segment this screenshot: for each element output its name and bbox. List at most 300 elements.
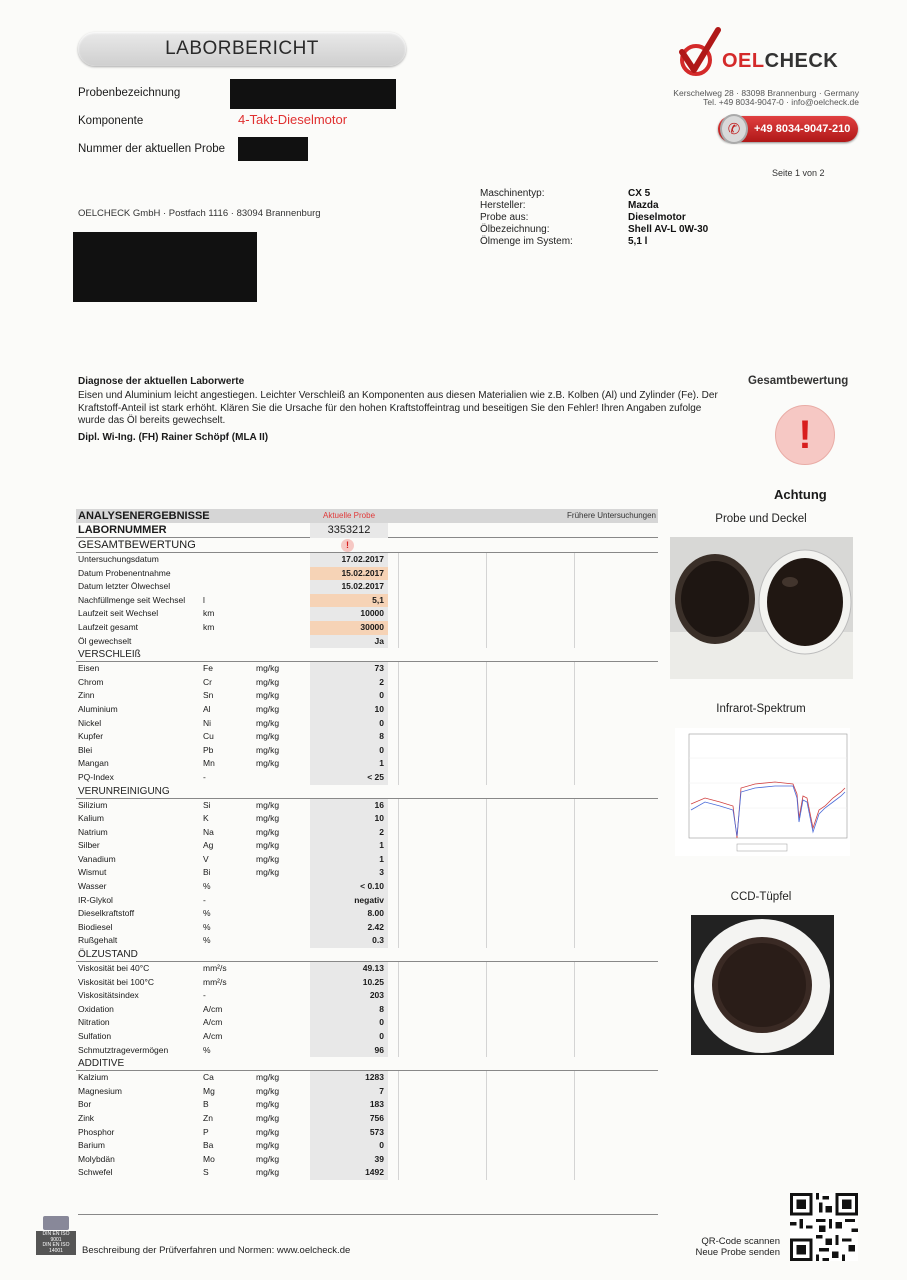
param-unit: mg/kg — [256, 813, 280, 824]
previous-sample-cell — [398, 703, 399, 717]
previous-sample-cell — [574, 1003, 575, 1017]
previous-sample-cell — [574, 1071, 575, 1085]
param-name: Blei — [78, 744, 93, 755]
table-row — [76, 662, 658, 676]
previous-sample-cell — [486, 1112, 487, 1126]
param-symbol: Bi — [203, 867, 211, 878]
param-name: Viskositätsindex — [78, 990, 139, 1001]
param-symbol: % — [203, 881, 211, 892]
param-unit: mg/kg — [256, 744, 280, 755]
table-row — [76, 1016, 658, 1030]
nummer-label: Nummer der aktuellen Probe — [78, 143, 226, 155]
previous-sample-cell — [398, 567, 399, 581]
overall-rating-title: Gesamtbewertung — [748, 375, 849, 387]
param-value: Ja — [310, 635, 388, 649]
table-row — [76, 989, 658, 1003]
info-rows — [76, 553, 658, 648]
table-row — [76, 962, 658, 976]
param-name: Öl gewechselt — [78, 635, 132, 646]
param-name: Silizium — [78, 799, 108, 810]
previous-sample-cell — [486, 607, 487, 621]
table-row — [76, 799, 658, 813]
previous-sample-cell — [486, 1030, 487, 1044]
param-name: Kupfer — [78, 731, 104, 742]
previous-sample-cell — [398, 1153, 399, 1167]
param-unit: mg/kg — [256, 703, 280, 714]
phone-badge[interactable]: +49 8034-9047-210 — [718, 116, 858, 142]
previous-sample-cell — [486, 689, 487, 703]
qr-caption-line2: Neue Probe senden — [695, 1247, 780, 1258]
previous-sample-cell — [574, 635, 575, 649]
previous-sample-cell — [398, 771, 399, 785]
previous-sample-cell — [574, 1098, 575, 1112]
section-header: VERUNREINIGUNG — [76, 785, 658, 799]
table-row — [76, 676, 658, 690]
param-value: 2 — [310, 676, 388, 690]
redacted-probenbezeichnung — [230, 79, 396, 109]
table-row — [76, 1098, 658, 1112]
cert-line: 14001 — [49, 1247, 63, 1254]
param-name: Bor — [78, 1099, 92, 1110]
param-symbol: Sn — [203, 690, 214, 701]
table-row — [76, 1139, 658, 1153]
warning-icon: ! — [775, 405, 835, 465]
table-row — [76, 594, 658, 608]
previous-sample-cell — [486, 757, 487, 771]
param-unit: mg/kg — [256, 1167, 280, 1178]
param-value: 15.02.2017 — [310, 567, 388, 581]
probenbezeichnung-label: Probenbezeichnung — [78, 87, 181, 99]
param-value: < 25 — [310, 771, 388, 785]
table-row — [76, 553, 658, 567]
param-unit: mg/kg — [256, 867, 280, 878]
diagnosis-text: Eisen und Aluminium leicht angestiegen. Leichter Verschleiß an Komponenten aus diesen Materialien wie z.B. Kolben (Al) und Zylinder (Fe). Der Kraftstoff-Anteil ist stark erhöht. Klären Sie die Ursache für den hohen Kraftstoffeintrag und beseitigen Sie den Fehler! Ihren Angaben zufolge wurde das Öl bereits gewechselt. — [78, 390, 718, 426]
param-unit: mg/kg — [256, 676, 280, 687]
gesamtbewertung-label: GESAMTBEWERTUNG — [78, 539, 196, 551]
param-value: 1 — [310, 853, 388, 867]
param-symbol: % — [203, 908, 211, 919]
param-name: Magnesium — [78, 1085, 122, 1096]
previous-sample-cell — [574, 730, 575, 744]
param-symbol: A/cm — [203, 1017, 223, 1028]
previous-sample-cell — [574, 676, 575, 690]
previous-sample-cell — [574, 799, 575, 813]
param-unit: mg/kg — [256, 758, 280, 769]
param-name: Laufzeit gesamt — [78, 621, 139, 632]
previous-sample-cell — [574, 962, 575, 976]
param-name: Vanadium — [78, 853, 116, 864]
previous-sample-cell — [574, 921, 575, 935]
param-symbol: % — [203, 1044, 211, 1055]
table-row — [76, 853, 658, 867]
previous-sample-cell — [398, 1003, 399, 1017]
section-header: ADDITIVE — [76, 1057, 658, 1071]
previous-sample-cell — [574, 689, 575, 703]
previous-sample-cell — [486, 1166, 487, 1180]
qr-code-icon[interactable] — [790, 1193, 858, 1261]
machine-label: Ölbezeichnung: — [480, 224, 550, 235]
qr-caption-line1: QR-Code scannen — [701, 1236, 780, 1247]
previous-sample-cell — [486, 1044, 487, 1058]
previous-sample-cell — [574, 839, 575, 853]
param-symbol: Al — [203, 703, 211, 714]
param-name: Nickel — [78, 717, 102, 728]
previous-sample-cell — [574, 1153, 575, 1167]
ir-title: Infrarot-Spektrum — [716, 703, 806, 715]
previous-sample-cell — [574, 567, 575, 581]
previous-sample-cell — [486, 676, 487, 690]
param-symbol: Si — [203, 799, 211, 810]
sender-address: OELCHECK GmbH · Postfach 1116 · 83094 Brannenburg — [78, 208, 321, 219]
previous-sample-cell — [574, 1030, 575, 1044]
param-value: 16 — [310, 799, 388, 813]
previous-sample-cell — [486, 567, 487, 581]
previous-sample-cell — [398, 635, 399, 649]
table-row — [76, 1153, 658, 1167]
previous-sample-cell — [398, 934, 399, 948]
previous-sample-cell — [574, 989, 575, 1003]
ccd-spot-image — [691, 915, 834, 1055]
param-value: 1283 — [310, 1071, 388, 1085]
previous-sample-cell — [398, 730, 399, 744]
machine-value: Dieselmotor — [628, 212, 686, 223]
previous-sample-cell — [574, 553, 575, 567]
param-name: Chrom — [78, 676, 104, 687]
previous-sample-cell — [486, 1153, 487, 1167]
previous-sample-cell — [398, 799, 399, 813]
previous-sample-cell — [398, 1098, 399, 1112]
param-value: 8.00 — [310, 907, 388, 921]
param-value: 96 — [310, 1044, 388, 1058]
param-symbol: B — [203, 1099, 209, 1110]
param-name: Oxidation — [78, 1003, 114, 1014]
param-name: Kalzium — [78, 1072, 109, 1083]
previous-sample-cell — [486, 934, 487, 948]
redacted-recipient — [73, 232, 257, 302]
param-name: Aluminium — [78, 703, 118, 714]
param-name: Zink — [78, 1112, 95, 1123]
previous-sample-cell — [574, 771, 575, 785]
previous-sample-cell — [398, 921, 399, 935]
previous-sample-cell — [574, 1085, 575, 1099]
previous-sample-cell — [398, 717, 399, 731]
param-symbol: % — [203, 921, 211, 932]
table-row — [76, 1003, 658, 1017]
previous-sample-cell — [398, 1085, 399, 1099]
previous-sample-cell — [486, 635, 487, 649]
param-symbol: Na — [203, 826, 214, 837]
table-row — [76, 1030, 658, 1044]
previous-sample-cell — [398, 976, 399, 990]
param-unit: mg/kg — [256, 1099, 280, 1110]
table-header — [76, 509, 658, 523]
param-value: 0 — [310, 689, 388, 703]
previous-sample-cell — [574, 1139, 575, 1153]
param-value: 15.02.2017 — [310, 580, 388, 594]
previous-sample-cell — [398, 839, 399, 853]
param-value: 10000 — [310, 607, 388, 621]
table-row — [76, 744, 658, 758]
param-unit: mg/kg — [256, 1126, 280, 1137]
previous-sample-cell — [486, 1003, 487, 1017]
previous-sample-cell — [574, 1112, 575, 1126]
param-value: 0 — [310, 717, 388, 731]
previous-sample-cell — [574, 1126, 575, 1140]
param-name: Wismut — [78, 867, 107, 878]
param-value: 7 — [310, 1085, 388, 1099]
previous-sample-cell — [574, 744, 575, 758]
table-row — [76, 703, 658, 717]
ir-spectrum-chart — [675, 728, 850, 856]
previous-sample-cell — [486, 1139, 487, 1153]
previous-sample-cell — [486, 621, 487, 635]
previous-sample-cell — [574, 976, 575, 990]
current-sample-label: Aktuelle Probe — [322, 511, 376, 520]
param-name: IR-Glykol — [78, 894, 113, 905]
previous-sample-cell — [486, 880, 487, 894]
previous-sample-cell — [398, 744, 399, 758]
previous-sample-cell — [486, 989, 487, 1003]
param-value: 183 — [310, 1098, 388, 1112]
param-name: Phosphor — [78, 1126, 115, 1137]
table-row — [76, 689, 658, 703]
previous-sample-cell — [486, 771, 487, 785]
param-value: 0 — [310, 1016, 388, 1030]
previous-sample-cell — [398, 580, 399, 594]
param-unit: mg/kg — [256, 840, 280, 851]
previous-sample-cell — [398, 1071, 399, 1085]
previous-sample-cell — [574, 717, 575, 731]
param-name: Untersuchungsdatum — [78, 554, 159, 564]
param-name: Dieselkraftstoff — [78, 908, 135, 919]
table-row — [76, 907, 658, 921]
previous-sample-cell — [574, 621, 575, 635]
previous-sample-cell — [486, 962, 487, 976]
machine-label: Maschinentyp: — [480, 188, 545, 199]
param-symbol: km — [203, 608, 215, 619]
table-row — [76, 976, 658, 990]
param-value: 0 — [310, 1030, 388, 1044]
machine-label: Probe aus: — [480, 212, 529, 223]
previous-sample-cell — [574, 580, 575, 594]
param-unit: mg/kg — [256, 717, 280, 728]
previous-sample-cell — [574, 826, 575, 840]
page-info: Seite 1 von 2 — [772, 168, 825, 178]
table-row — [76, 1071, 658, 1085]
param-value: 203 — [310, 989, 388, 1003]
param-unit: mg/kg — [256, 731, 280, 742]
previous-sample-cell — [486, 730, 487, 744]
param-name: Schmutztragevermögen — [78, 1044, 169, 1055]
param-name: Laufzeit seit Wechsel — [78, 608, 159, 619]
previous-sample-cell — [398, 962, 399, 976]
previous-sample-cell — [574, 662, 575, 676]
previous-sample-cell — [398, 1016, 399, 1030]
footer-description[interactable]: Beschreibung der Prüfverfahren und Normen: www.oelcheck.de — [82, 1245, 351, 1256]
previous-sample-cell — [486, 594, 487, 608]
param-value: 2.42 — [310, 921, 388, 935]
param-value: 73 — [310, 662, 388, 676]
previous-sample-cell — [398, 1030, 399, 1044]
param-name: Natrium — [78, 826, 108, 837]
previous-sample-cell — [398, 757, 399, 771]
param-unit: mg/kg — [256, 853, 280, 864]
table-title: ANALYSENERGEBNISSE — [78, 510, 210, 522]
previous-sample-cell — [486, 1085, 487, 1099]
table-row — [76, 1044, 658, 1058]
param-symbol: Mn — [203, 758, 215, 769]
param-unit: mg/kg — [256, 1085, 280, 1096]
table-row — [76, 567, 658, 581]
table-row — [76, 866, 658, 880]
company-contact: Tel. +49 8034-9047-0 · info@oelcheck.de — [703, 97, 859, 107]
param-name: Silber — [78, 840, 100, 851]
previous-sample-cell — [486, 717, 487, 731]
overall-status: Achtung — [774, 487, 827, 502]
previous-sample-cell — [398, 812, 399, 826]
param-symbol: % — [203, 935, 211, 946]
table-row — [76, 839, 658, 853]
param-value: 0.3 — [310, 934, 388, 948]
company-address: Kerschelweg 28 · 83098 Brannenburg · Germany — [673, 88, 859, 98]
previous-sample-cell — [574, 934, 575, 948]
param-name: Nitration — [78, 1017, 110, 1028]
previous-sample-cell — [398, 866, 399, 880]
param-value: 0 — [310, 1139, 388, 1153]
param-value: 8 — [310, 1003, 388, 1017]
previous-sample-cell — [574, 853, 575, 867]
photo-title: Probe und Deckel — [715, 513, 807, 525]
labnumber-value: 3353212 — [310, 523, 388, 538]
param-unit: mg/kg — [256, 1153, 280, 1164]
komponente-label: Komponente — [78, 115, 144, 127]
param-value: 3 — [310, 866, 388, 880]
table-row — [76, 1085, 658, 1099]
param-value: 10 — [310, 812, 388, 826]
previous-sample-cell — [486, 662, 487, 676]
param-symbol: - — [203, 990, 206, 1001]
param-name: Rußgehalt — [78, 935, 118, 946]
table-row — [76, 880, 658, 894]
previous-sample-cell — [486, 907, 487, 921]
param-value: 1 — [310, 757, 388, 771]
previous-sample-cell — [486, 976, 487, 990]
result-sections — [76, 648, 658, 1180]
param-unit: mg/kg — [256, 663, 280, 674]
param-symbol: Fe — [203, 663, 213, 674]
company-logo-text: OELCHECK — [722, 50, 839, 72]
previous-sample-cell — [398, 689, 399, 703]
previous-sample-cell — [574, 894, 575, 908]
param-value: 17.02.2017 — [310, 553, 388, 567]
param-name: Nachfüllmenge seit Wechsel — [78, 594, 186, 605]
table-row — [76, 635, 658, 649]
previous-sample-cell — [574, 812, 575, 826]
param-symbol: K — [203, 813, 209, 824]
table-row — [76, 757, 658, 771]
previous-sample-cell — [574, 866, 575, 880]
previous-sample-cell — [574, 703, 575, 717]
param-symbol: mm²/s — [203, 976, 227, 987]
cert-line: DIN EN ISO — [42, 1231, 70, 1237]
previous-sample-cell — [398, 676, 399, 690]
cert-line: DIN EN ISO — [42, 1242, 70, 1248]
param-name: Biodiesel — [78, 921, 113, 932]
param-value: 49.13 — [310, 962, 388, 976]
param-symbol: Ag — [203, 840, 214, 851]
previous-sample-cell — [574, 1016, 575, 1030]
previous-sample-cell — [398, 1126, 399, 1140]
previous-sample-cell — [486, 703, 487, 717]
previous-sample-cell — [398, 662, 399, 676]
param-value: 0 — [310, 744, 388, 758]
previous-sample-cell — [486, 1098, 487, 1112]
previous-sample-cell — [398, 1166, 399, 1180]
iso-certification-badge — [36, 1216, 76, 1260]
param-unit: mg/kg — [256, 826, 280, 837]
param-symbol: V — [203, 853, 209, 864]
param-name: Barium — [78, 1140, 105, 1151]
param-value: negativ — [310, 894, 388, 908]
previous-sample-cell — [486, 1016, 487, 1030]
previous-sample-cell — [398, 907, 399, 921]
param-value: 30000 — [310, 621, 388, 635]
previous-sample-cell — [486, 853, 487, 867]
report-title: LABORBERICHT — [78, 32, 406, 66]
table-row — [76, 717, 658, 731]
param-symbol: S — [203, 1167, 209, 1178]
param-name: Datum letzter Ölwechsel — [78, 581, 171, 592]
previous-sample-cell — [398, 880, 399, 894]
param-name: Kalium — [78, 813, 104, 824]
param-symbol: Pb — [203, 744, 214, 755]
previous-sample-cell — [574, 1044, 575, 1058]
param-symbol: Ca — [203, 1072, 214, 1083]
param-unit: mg/kg — [256, 1140, 280, 1151]
param-symbol: - — [203, 771, 206, 782]
param-value: 5,1 — [310, 594, 388, 608]
previous-sample-cell — [398, 1139, 399, 1153]
param-symbol: A/cm — [203, 1031, 223, 1041]
section-header: VERSCHLEIß — [76, 648, 658, 662]
machine-value: Mazda — [628, 200, 659, 211]
qr-caption — [660, 1236, 780, 1258]
param-unit: mg/kg — [256, 1072, 280, 1083]
param-symbol: Cu — [203, 731, 214, 742]
redacted-nummer — [238, 137, 308, 161]
previous-sample-cell — [398, 826, 399, 840]
previous-samples-label: Frühere Untersuchungen — [567, 511, 656, 520]
previous-sample-cell — [398, 853, 399, 867]
previous-sample-cell — [486, 921, 487, 935]
previous-sample-cell — [486, 866, 487, 880]
labnumber-label: LABORNUMMER — [78, 524, 167, 536]
machine-label: Hersteller: — [480, 200, 526, 211]
param-name: Sulfation — [78, 1031, 112, 1041]
previous-sample-cell — [398, 607, 399, 621]
previous-sample-cell — [486, 553, 487, 567]
previous-sample-cell — [486, 812, 487, 826]
phone-icon: ✆ — [720, 114, 748, 144]
cert-logo-icon — [43, 1216, 69, 1230]
table-row — [76, 894, 658, 908]
machine-value: CX 5 — [628, 188, 651, 199]
table-row — [76, 826, 658, 840]
previous-sample-cell — [574, 880, 575, 894]
komponente-value: 4-Takt-Dieselmotor — [238, 112, 348, 127]
param-name: Eisen — [78, 663, 100, 674]
param-name: Schwefel — [78, 1167, 113, 1178]
